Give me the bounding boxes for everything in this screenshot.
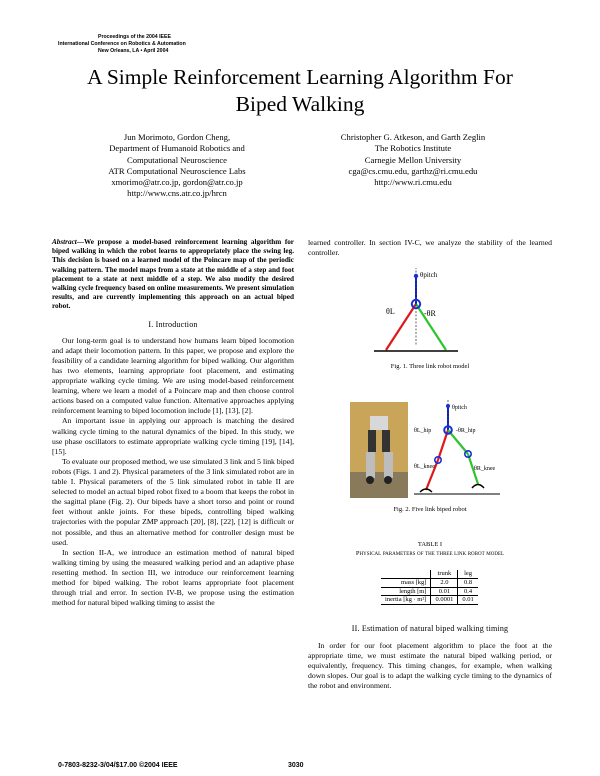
robot-right-shank bbox=[384, 452, 393, 478]
three-link-robot-figure bbox=[372, 268, 492, 358]
section-heading-introduction: I. Introduction bbox=[148, 319, 198, 329]
proceedings-header bbox=[58, 34, 258, 55]
title-line-2: Biped Walking bbox=[235, 92, 365, 116]
body-paragraph: An important issue in applying our approach is matching the desired walking cycle timing to the natural dynamics of the biped. In this study, we use phase oscillators to estimate appropriate walking cycle timing [19], [14], [15]. bbox=[52, 416, 294, 456]
table-cell: 0.01 bbox=[431, 587, 458, 596]
proceedings-line: International Conference on Robotics & Automation bbox=[58, 41, 186, 47]
table-row bbox=[381, 587, 478, 596]
theta-left-knee-label: θL_knee bbox=[414, 464, 435, 470]
authors-right-block bbox=[302, 132, 524, 188]
theta-left-hip-label: θL_hip bbox=[414, 428, 432, 434]
right-foot bbox=[472, 485, 484, 489]
theta-right-label: -θR bbox=[424, 309, 436, 318]
table-cell: 0.01 bbox=[458, 596, 478, 605]
authors-left-block bbox=[66, 132, 288, 200]
table-header-row bbox=[381, 570, 478, 578]
body-paragraph: In section II-A, we introduce an estimation method of natural biped walking timing by using the measured walking period and an adaptive phase resetting method. In section III, we introduce our reinforcement learning method for biped walking. The robot learns appropriate foot placement through trial and error. In section IV-B, we propose using the estimation method for natural biped walking timing to assist the bbox=[52, 547, 294, 608]
robot-left-thigh bbox=[368, 430, 376, 452]
abstract bbox=[52, 238, 294, 312]
table-cell: 0.0001 bbox=[431, 596, 458, 605]
physical-parameters-table bbox=[381, 570, 478, 605]
table-cell: mass [kg] bbox=[381, 578, 431, 587]
theta-pitch-label: θpitch bbox=[452, 405, 467, 411]
table-header-cell: trunk bbox=[431, 570, 458, 578]
author-email: xmorimo@atr.co.jp, gordon@atr.co.jp bbox=[111, 177, 243, 188]
figure-1-caption: Fig. 1. Three link robot model bbox=[390, 363, 470, 370]
table-row bbox=[381, 578, 478, 587]
robot-right-thigh bbox=[382, 430, 390, 452]
paper-title bbox=[40, 64, 560, 118]
author-line: The Robotics Institute bbox=[374, 143, 452, 154]
abstract-label: Abstract bbox=[52, 238, 77, 246]
robot-foot bbox=[384, 476, 392, 484]
page-number: 3030 bbox=[288, 762, 304, 769]
left-foot bbox=[420, 489, 432, 492]
table-cell: length [m] bbox=[381, 587, 431, 596]
author-line: Carnegie Mellon University bbox=[364, 154, 462, 165]
section-heading-estimation: II. Estimation of natural biped walking timing bbox=[351, 624, 509, 633]
robot-left-shank bbox=[366, 452, 375, 478]
table-header-cell bbox=[381, 570, 431, 578]
body-paragraph: To evaluate our proposed method, we use simulated 3 link and 5 link biped robots (Figs. 1 and 2). Physical parameters of the 3 link simulated robot are in table I. Physical parameters of the 5 link simulated robot in table II are selected to model an actual biped robot fixed to a boom that keeps the robot in the sagittal plane (Fig. 2). Our bipeds have a short torso and point or round feet without ankle joints. For these bipeds, controlling biped walking trajectories with the popular ZMP approach [20], [8], [22], [12] is difficult or not possible, and thus an alternative method for controller design must be used. bbox=[52, 456, 294, 547]
body-paragraph: In order for our foot placement algorithm to place the foot at the appropriate time, we must estimate the natural biped walking period, or equivalently, frequency. This timing changes, for example, when walking down slopes. Our goal is to adapt the walking cycle timing to the dynamics of the robot and environment. bbox=[308, 641, 552, 691]
author-line: Jun Morimoto, Gordon Cheng, bbox=[123, 132, 231, 142]
author-line: Department of Humanoid Robotics and bbox=[109, 143, 245, 154]
biped-robot-photo bbox=[350, 402, 408, 498]
five-link-robot-figure bbox=[412, 400, 530, 500]
footer-copyright: 0-7803-8232-3/04/$17.00 ©2004 IEEE bbox=[58, 762, 178, 769]
author-url: http://www.cns.atr.co.jp/hrcn bbox=[127, 188, 227, 199]
title-line-1: A Simple Reinforcement Learning Algorithm For bbox=[87, 65, 513, 89]
table-header-cell: leg bbox=[458, 570, 478, 578]
theta-left-label: θL bbox=[386, 307, 395, 316]
table-caption: Physical parameters of the three link robot model bbox=[355, 550, 505, 557]
robot-torso bbox=[370, 416, 388, 430]
author-line: ATR Computational Neuroscience Labs bbox=[108, 165, 246, 176]
theta-pitch-label: θpitch bbox=[420, 271, 438, 279]
trunk-top-joint bbox=[446, 404, 450, 408]
table-cell: 0.4 bbox=[458, 587, 478, 596]
author-line: Computational Neuroscience bbox=[127, 154, 227, 165]
table-cell: 2.0 bbox=[431, 578, 458, 587]
table-cell: 0.8 bbox=[458, 578, 478, 587]
photo-floor bbox=[350, 472, 408, 498]
theta-right-knee-label: θR_knee bbox=[474, 466, 496, 472]
proceedings-line: Proceedings of the 2004 IEEE bbox=[98, 34, 171, 40]
abstract-text: —We propose a model-based reinforcement learning algorithm for biped walking in which the robot learns to appropriately place the swing leg. This decision is based on a learned model of the Poincare map of the periodic walking pattern. The model maps from a state at the middle of a step and foot placement to a state at next middle of a step. We also modify the desired walking cycle frequency based on online measurements. We present simulation results, and are currently implementing this approach on an actual biped robot. bbox=[52, 238, 294, 311]
table-row bbox=[381, 596, 478, 605]
table-cell: inertia [kg · m²] bbox=[381, 596, 431, 605]
robot-foot bbox=[366, 476, 374, 484]
table-number: TABLE I bbox=[417, 541, 443, 548]
table-1-title bbox=[308, 540, 552, 558]
theta-right-hip-label: -θR_hip bbox=[456, 428, 476, 434]
figure-2-caption: Fig. 2. Five link biped robot bbox=[393, 506, 467, 513]
body-paragraph: Our long-term goal is to understand how humans learn biped locomotion and adapt their locomotion pattern. In this paper, we propose and explore the feasibility of a candidate learning algorithm for biped walking. Our algorithm has two elements, learning appropriate foot placement, and estimating appropriate walking cycle timing. We are using model-based reinforcement learning, where we learn a model of a Poincare map and then choose control actions based on a computed value function. Alternative approaches applying reinforcement learning to biped locomotion include [1], [13], [2]. bbox=[52, 335, 294, 416]
author-url: http://www.ri.cmu.edu bbox=[374, 177, 452, 188]
author-line: Christopher G. Atkeson, and Garth Zeglin bbox=[340, 132, 486, 142]
author-email: cga@cs.cmu.edu, garthz@ri.cmu.edu bbox=[348, 165, 478, 176]
left-column bbox=[52, 238, 294, 608]
proceedings-line: New Orleans, LA • April 2004 bbox=[98, 48, 169, 54]
right-column-continuation: learned controller. In section IV-C, we analyze the stability of the learned controller. bbox=[308, 238, 552, 258]
trunk-top-joint bbox=[414, 274, 418, 278]
